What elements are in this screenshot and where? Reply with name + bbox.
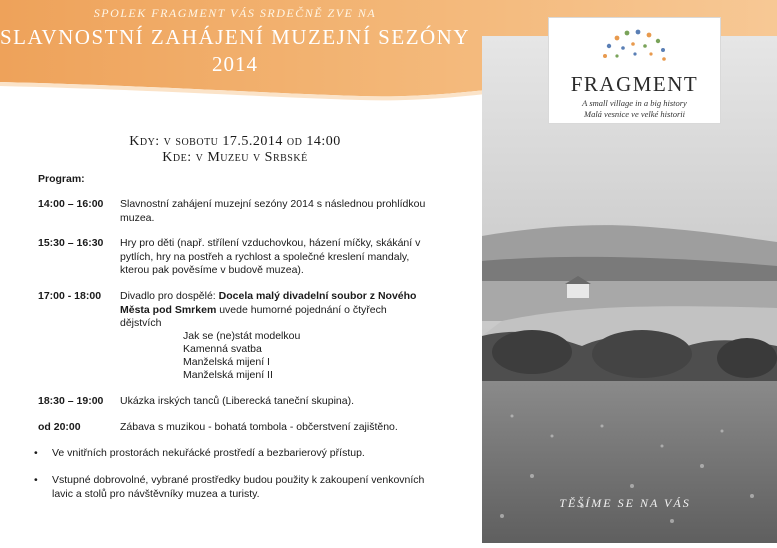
logo-tagline-cs: Malá vesnice ve velké historii — [583, 109, 685, 119]
note-line: Ve vnitřních prostorách nekuřácké prostředí a bezbarierový přístup. — [52, 447, 365, 459]
program-line: pytlích, hry na postřeh a rychlost a společné kreslení mandaly, — [120, 250, 410, 263]
program-line — [120, 290, 480, 304]
program-description — [120, 395, 480, 409]
footer-slogan: TĚŠÍME SE NA VÁS — [559, 496, 691, 510]
program-description — [120, 237, 480, 278]
note-line: lavic a stolů pro návštěvníky muzea a turisty. — [52, 487, 260, 500]
program-time: 18:30 – 19:00 — [38, 395, 104, 407]
theatre-troupe-town: Města pod Smrkem — [120, 303, 217, 316]
act-title: Manželská mijení I — [183, 356, 270, 368]
event-place-line: Kde: v Muzeu v Srbské — [162, 150, 308, 165]
program-description — [120, 421, 480, 435]
program-line: Ukázka irských tanců (Liberecká taneční skupina). — [120, 395, 355, 407]
program-line: Hry pro děti (např. střílení vzduchovkou, házení míčky, skákání v — [120, 237, 421, 249]
program-line: Zábava s muzikou - bohatá tombola - občerstvení zajištěno. — [120, 421, 398, 433]
program-time: 14:00 – 16:00 — [38, 198, 104, 210]
fragment-logo — [548, 17, 721, 124]
bullet-icon: • — [34, 474, 38, 486]
note-text — [52, 474, 472, 501]
act-title: Jak se (ne)stát modelkou — [183, 330, 301, 342]
theatre-description: uvede humorné pojednání o čtyřech — [216, 303, 387, 316]
bullet-icon: • — [34, 447, 38, 459]
program-time: 15:30 – 16:30 — [38, 237, 104, 249]
program-line: dějstvích — [120, 317, 162, 329]
logo-dots-icon — [593, 26, 677, 68]
program-line: muzea. — [120, 211, 155, 224]
theatre-troupe-name: Docela malý divadelní soubor z Nového — [218, 290, 417, 302]
act-title: Manželská mijení II — [183, 369, 273, 381]
program-time: od 20:00 — [38, 421, 81, 433]
program-description — [120, 198, 480, 225]
program-line: kterou pak pověsíme v budově muzea). — [120, 264, 304, 276]
act-title: Kamenná svatba — [183, 343, 262, 355]
program-description — [120, 290, 480, 331]
program-label: Program: — [38, 173, 85, 185]
note-text — [52, 447, 472, 461]
event-date-line: Kdy: v sobotu 17.5.2014 od 14:00 — [129, 134, 341, 149]
program-time: 17:00 - 18:00 — [38, 290, 102, 302]
logo-tagline-en: A small village in a big history — [582, 98, 687, 108]
invitation-line: SPOLEK FRAGMENT VÁS SRDEČNĚ ZVE NA — [93, 6, 377, 20]
program-line — [120, 304, 480, 318]
program-line: Slavnostní zahájení muzejní sezóny 2014 s následnou prohlídkou — [120, 198, 426, 210]
theatre-intro: Divadlo pro dospělé: — [120, 290, 219, 302]
event-year: 2014 — [212, 52, 258, 76]
logo-name: FRAGMENT — [570, 72, 699, 96]
note-line: Vstupné dobrovolné, vybrané prostředky budou použity k zakoupení venkovních — [52, 474, 425, 486]
event-title: SLAVNOSTNÍ ZAHÁJENÍ MUZEJNÍ SEZÓNY — [0, 25, 471, 49]
